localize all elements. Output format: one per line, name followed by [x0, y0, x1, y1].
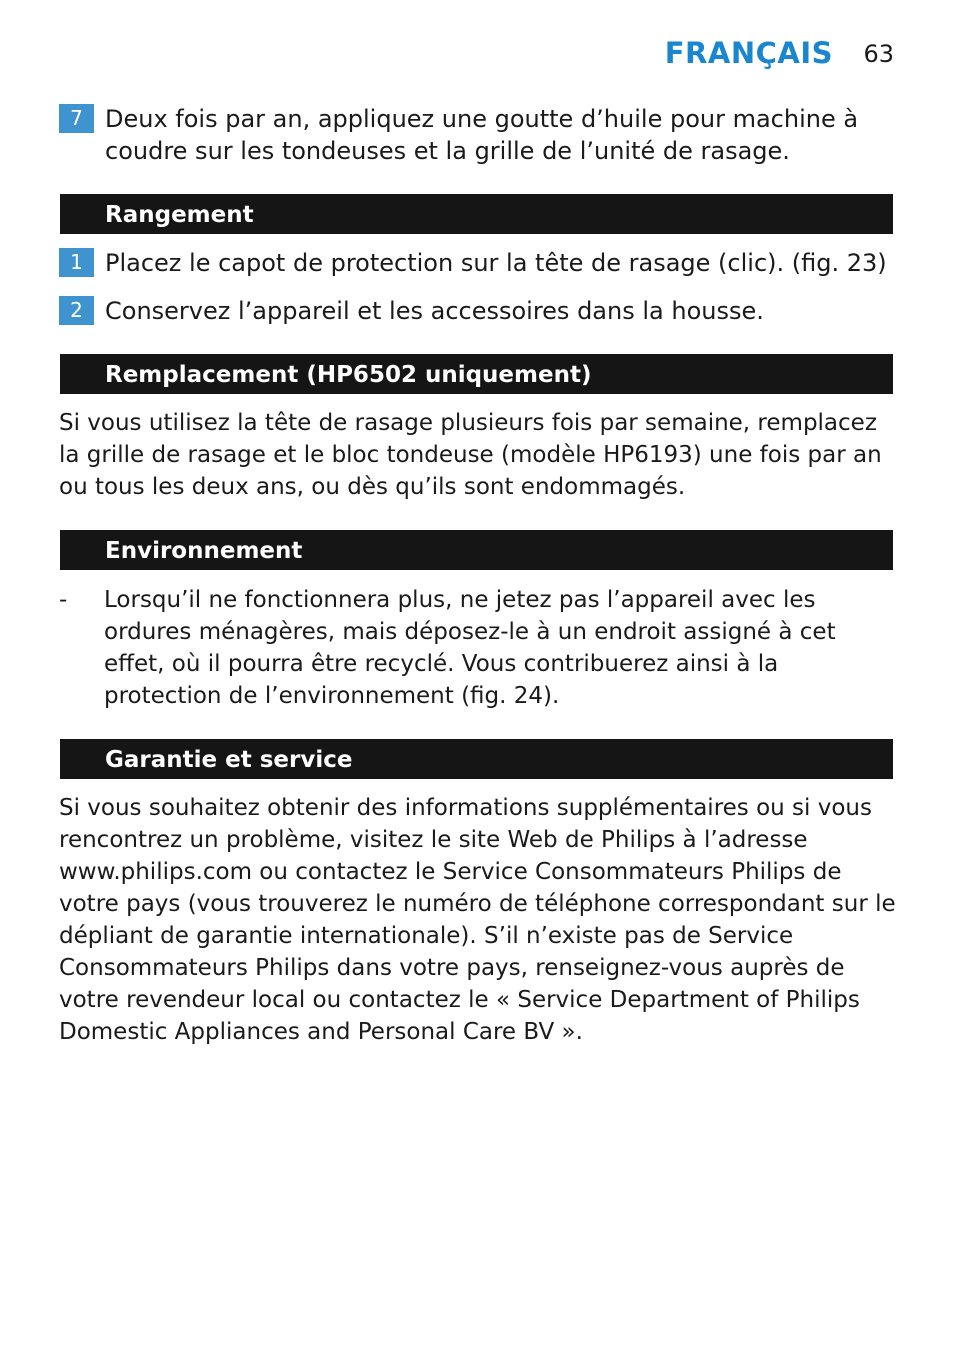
philips-website-link[interactable]: www.philips.com: [59, 859, 252, 885]
language-heading: FRANÇAIS: [664, 36, 833, 70]
section-heading-garantie: Garantie et service: [60, 739, 893, 779]
step-number-badge: 7: [59, 104, 94, 133]
step-1: [59, 247, 893, 279]
step-number-badge: 1: [59, 248, 94, 277]
step-text: Conservez l’appareil et les accessoires dans la housse.: [105, 297, 764, 325]
garantie-text-before: Si vous souhaitez obtenir des informations supplémentaires ou si vous rencontrez un problème, visitez le site Web de Philips à l’adresse: [59, 795, 872, 853]
section-heading-remplacement: Remplacement (HP6502 uniquement): [60, 354, 893, 394]
step-number-badge: 2: [59, 296, 94, 325]
step-text: Deux fois par an, appliquez une goutte d’huile pour machine à coudre sur les tondeuses et la grille de l’unité de rasage.: [105, 105, 859, 165]
environnement-bullet: [59, 584, 893, 712]
garantie-text-after: ou contactez le Service Consommateurs Philips de votre pays (vous trouverez le numéro de téléphone correspondant sur le dépliant de garantie internationale). S’il n’existe pas de Service Consommateurs Philips dans votre pays, renseignez-vous auprès de votre revendeur local ou contactez le « Service Department of Philips Domestic Appliances and Personal Care BV ».: [59, 859, 896, 1045]
section-heading-environnement: Environnement: [60, 530, 893, 570]
step-2: [59, 295, 893, 327]
remplacement-paragraph: Si vous utilisez la tête de rasage plusieurs fois par semaine, remplacez la grille de rasage et le bloc tondeuse (modèle HP6193) une fois par an ou tous les deux ans, ou dès qu’ils sont endommagés.: [59, 410, 882, 500]
step-text: Placez le capot de protection sur la tête de rasage (clic). (fig. 23): [105, 249, 887, 277]
bullet-text: Lorsqu’il ne fonctionnera plus, ne jetez pas l’appareil avec les ordures ménagères, mais déposez-le à un endroit assigné à cet effet, où il pourra être recyclé. Vous contribuerez ainsi à la protection de l’environnement (fig. 24).: [104, 587, 836, 709]
step-7: [59, 103, 893, 167]
section-heading-rangement: Rangement: [60, 194, 893, 234]
page-number: 63: [863, 40, 894, 68]
bullet-dash: -: [59, 587, 68, 613]
garantie-paragraph: [59, 792, 899, 1048]
